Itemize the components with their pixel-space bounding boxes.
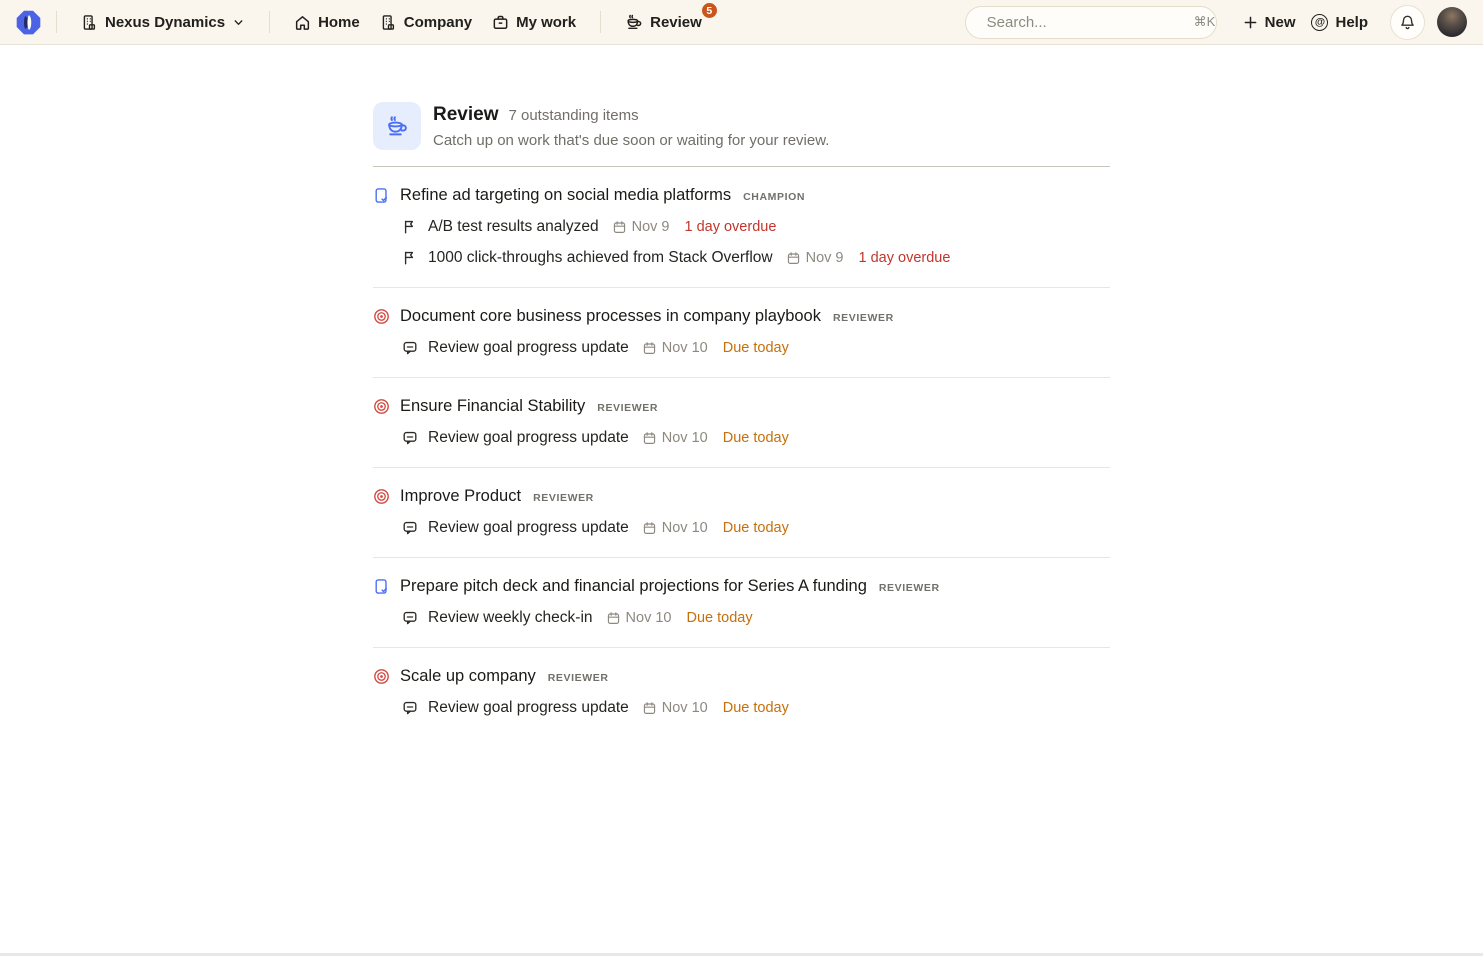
review-item-link[interactable]: Review goal progress update bbox=[428, 429, 629, 446]
review-item-row bbox=[402, 249, 1110, 267]
nav-item-review[interactable] bbox=[615, 7, 712, 37]
help-button-label: Help bbox=[1335, 13, 1368, 31]
review-count-badge: 5 bbox=[701, 2, 718, 19]
review-item-row bbox=[402, 339, 1110, 357]
comment-icon bbox=[402, 610, 419, 627]
due-status: Due today bbox=[722, 700, 789, 716]
review-item-link[interactable]: 1000 click-throughs achieved from Stack Overflow bbox=[428, 249, 773, 266]
goal-icon bbox=[373, 308, 390, 325]
page-subtitle: Catch up on work that's due soon or waiting for your review. bbox=[433, 132, 830, 149]
goal-icon bbox=[373, 398, 390, 415]
calendar-icon bbox=[606, 611, 621, 626]
workspace-switcher[interactable] bbox=[71, 8, 255, 37]
review-header-tile bbox=[373, 102, 421, 150]
nav-item-label: Review bbox=[650, 13, 702, 31]
initiative-icon bbox=[373, 187, 390, 204]
nav-item-home[interactable] bbox=[284, 8, 370, 37]
review-item-row bbox=[402, 699, 1110, 717]
group-title-link[interactable]: Document core business processes in company playbook bbox=[400, 307, 821, 325]
review-item-link[interactable]: A/B test results analyzed bbox=[428, 218, 599, 235]
due-status: Due today bbox=[722, 520, 789, 536]
due-status: Due today bbox=[686, 610, 753, 626]
nav-separator bbox=[56, 11, 57, 33]
comment-icon bbox=[402, 430, 419, 447]
review-item-link[interactable]: Review goal progress update bbox=[428, 519, 629, 536]
nav-item-label: Company bbox=[403, 13, 473, 31]
nav-separator bbox=[600, 11, 601, 33]
home-icon bbox=[294, 14, 311, 31]
review-groups-list bbox=[373, 167, 1110, 737]
review-item-link[interactable]: Review goal progress update bbox=[428, 339, 629, 356]
plus-icon bbox=[1243, 15, 1258, 30]
user-avatar[interactable] bbox=[1437, 7, 1467, 37]
new-button[interactable] bbox=[1235, 8, 1304, 37]
goal-icon bbox=[373, 668, 390, 685]
role-label: REVIEWER bbox=[547, 671, 609, 684]
due-date: Nov 10 bbox=[661, 340, 708, 356]
app-logo[interactable] bbox=[14, 8, 42, 36]
help-button[interactable] bbox=[1303, 8, 1376, 37]
role-label: REVIEWER bbox=[832, 311, 894, 324]
workspace-name: Nexus Dynamics bbox=[105, 13, 226, 31]
review-group bbox=[373, 378, 1110, 468]
due-date: Nov 9 bbox=[805, 250, 844, 266]
review-item-link[interactable]: Review goal progress update bbox=[428, 699, 629, 716]
building-icon bbox=[81, 14, 98, 31]
nav-item-label: My work bbox=[516, 13, 577, 31]
due-status: 1 day overdue bbox=[684, 219, 777, 235]
due-date: Nov 10 bbox=[661, 520, 708, 536]
bell-icon bbox=[1399, 14, 1416, 31]
review-item-row bbox=[402, 609, 1110, 627]
new-button-label: New bbox=[1264, 13, 1296, 31]
calendar-icon bbox=[642, 701, 657, 716]
due-date: Nov 10 bbox=[661, 430, 708, 446]
nav-item-company[interactable] bbox=[370, 8, 482, 37]
page-title: Review bbox=[433, 104, 499, 125]
calendar-icon bbox=[642, 341, 657, 356]
briefcase-icon bbox=[492, 14, 509, 31]
search-box[interactable] bbox=[965, 6, 1217, 39]
comment-icon bbox=[402, 340, 419, 357]
review-item-link[interactable]: Review weekly check-in bbox=[428, 609, 593, 626]
page-header bbox=[373, 102, 1110, 150]
group-title-link[interactable]: Ensure Financial Stability bbox=[400, 397, 586, 415]
nav-item-label: Home bbox=[318, 13, 360, 31]
role-label: CHAMPION bbox=[743, 190, 806, 203]
review-group bbox=[373, 167, 1110, 288]
due-status: Due today bbox=[722, 340, 789, 356]
notifications-button[interactable] bbox=[1390, 5, 1425, 40]
help-icon: @ bbox=[1311, 14, 1328, 31]
group-title-link[interactable]: Refine ad targeting on social media platforms bbox=[400, 186, 732, 204]
group-title-link[interactable]: Scale up company bbox=[400, 667, 536, 685]
group-title-link[interactable]: Prepare pitch deck and financial projections for Series A funding bbox=[400, 577, 867, 595]
coffee-cup-icon bbox=[625, 13, 643, 31]
calendar-icon bbox=[612, 220, 627, 235]
due-date: Nov 9 bbox=[631, 219, 670, 235]
calendar-icon bbox=[786, 251, 801, 266]
top-navbar bbox=[0, 0, 1483, 45]
logo-icon bbox=[15, 9, 42, 36]
review-group bbox=[373, 648, 1110, 737]
review-group bbox=[373, 288, 1110, 378]
review-group bbox=[373, 558, 1110, 648]
goal-icon bbox=[373, 488, 390, 505]
coffee-cup-icon bbox=[385, 114, 409, 138]
role-label: REVIEWER bbox=[597, 401, 659, 414]
nav-separator bbox=[269, 11, 270, 33]
review-page bbox=[373, 45, 1110, 737]
flag-icon bbox=[402, 250, 419, 267]
role-label: REVIEWER bbox=[878, 581, 940, 594]
due-date: Nov 10 bbox=[625, 610, 672, 626]
due-status: 1 day overdue bbox=[858, 250, 951, 266]
chevron-down-icon bbox=[232, 16, 245, 29]
review-group bbox=[373, 468, 1110, 558]
comment-icon bbox=[402, 520, 419, 537]
due-status: Due today bbox=[722, 430, 789, 446]
initiative-icon bbox=[373, 578, 390, 595]
search-input[interactable] bbox=[987, 14, 1186, 31]
outstanding-count: 7 outstanding items bbox=[508, 107, 639, 124]
role-label: REVIEWER bbox=[533, 491, 594, 504]
review-item-row bbox=[402, 429, 1110, 447]
due-date: Nov 10 bbox=[661, 700, 708, 716]
building-icon bbox=[380, 14, 397, 31]
search-shortcut: ⌘K bbox=[1193, 14, 1216, 29]
review-item-row bbox=[402, 218, 1110, 236]
review-item-row bbox=[402, 519, 1110, 537]
flag-icon bbox=[402, 219, 419, 236]
group-title-link[interactable]: Improve Product bbox=[400, 487, 522, 505]
calendar-icon bbox=[642, 521, 657, 536]
calendar-icon bbox=[642, 431, 657, 446]
nav-item-my-work[interactable] bbox=[482, 8, 586, 37]
comment-icon bbox=[402, 700, 419, 717]
